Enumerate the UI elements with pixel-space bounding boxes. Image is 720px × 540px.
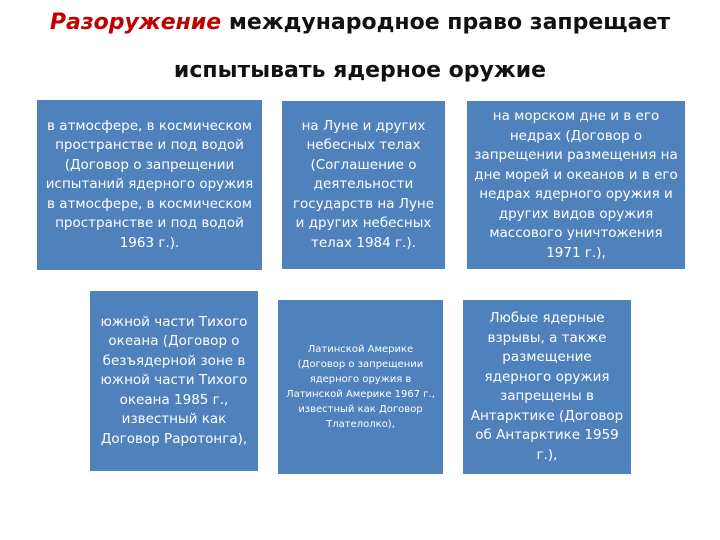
box-text: южной части Тихого океана (Договор о безъядерной зоне в южной части Тихого океана 1985 г., известный как Договор Раротонга),: [100, 313, 248, 447]
slide-title: [0, 10, 720, 35]
title-rest: международное право запрещает: [221, 10, 671, 35]
title-keyword: Разоружение: [49, 10, 222, 35]
box-seabed: [467, 101, 685, 269]
box-text: на морском дне и в его недрах (Договор о запрещении размещения на дне морей и океанов и в его недрах ядерного оружия и других видов оружия массового уничтожения 1971 г.),: [474, 108, 678, 261]
box-text: Латинской Америке (Договор о запрещении ядерного оружия в Латинской Америке 1967 г., известный как Договор Тлателолко),: [286, 344, 435, 430]
box-atmosphere-space-underwater: [37, 100, 262, 270]
box-text: в атмосфере, в космическом пространстве и под водой (Договор о запрещении испытаний ядерного оружия в атмосфере, в космическом пространстве и под водой 1963 г.).: [45, 117, 254, 251]
box-latin-america: [278, 300, 443, 474]
box-text: на Луне и других небесных телах (Соглашение о деятельности государств на Луне и других небесных телах 1984 г.).: [292, 117, 435, 251]
box-moon-celestial-bodies: [282, 101, 445, 269]
box-antarctica: [463, 300, 631, 474]
box-south-pacific: [90, 291, 258, 471]
box-text: Любые ядерные взрывы, а также размещение ядерного оружия запрещены в Антарктике (Договор об Антарктике 1959 г.),: [470, 310, 624, 463]
slide-title-line-2: испытывать ядерное оружие: [173, 58, 547, 83]
